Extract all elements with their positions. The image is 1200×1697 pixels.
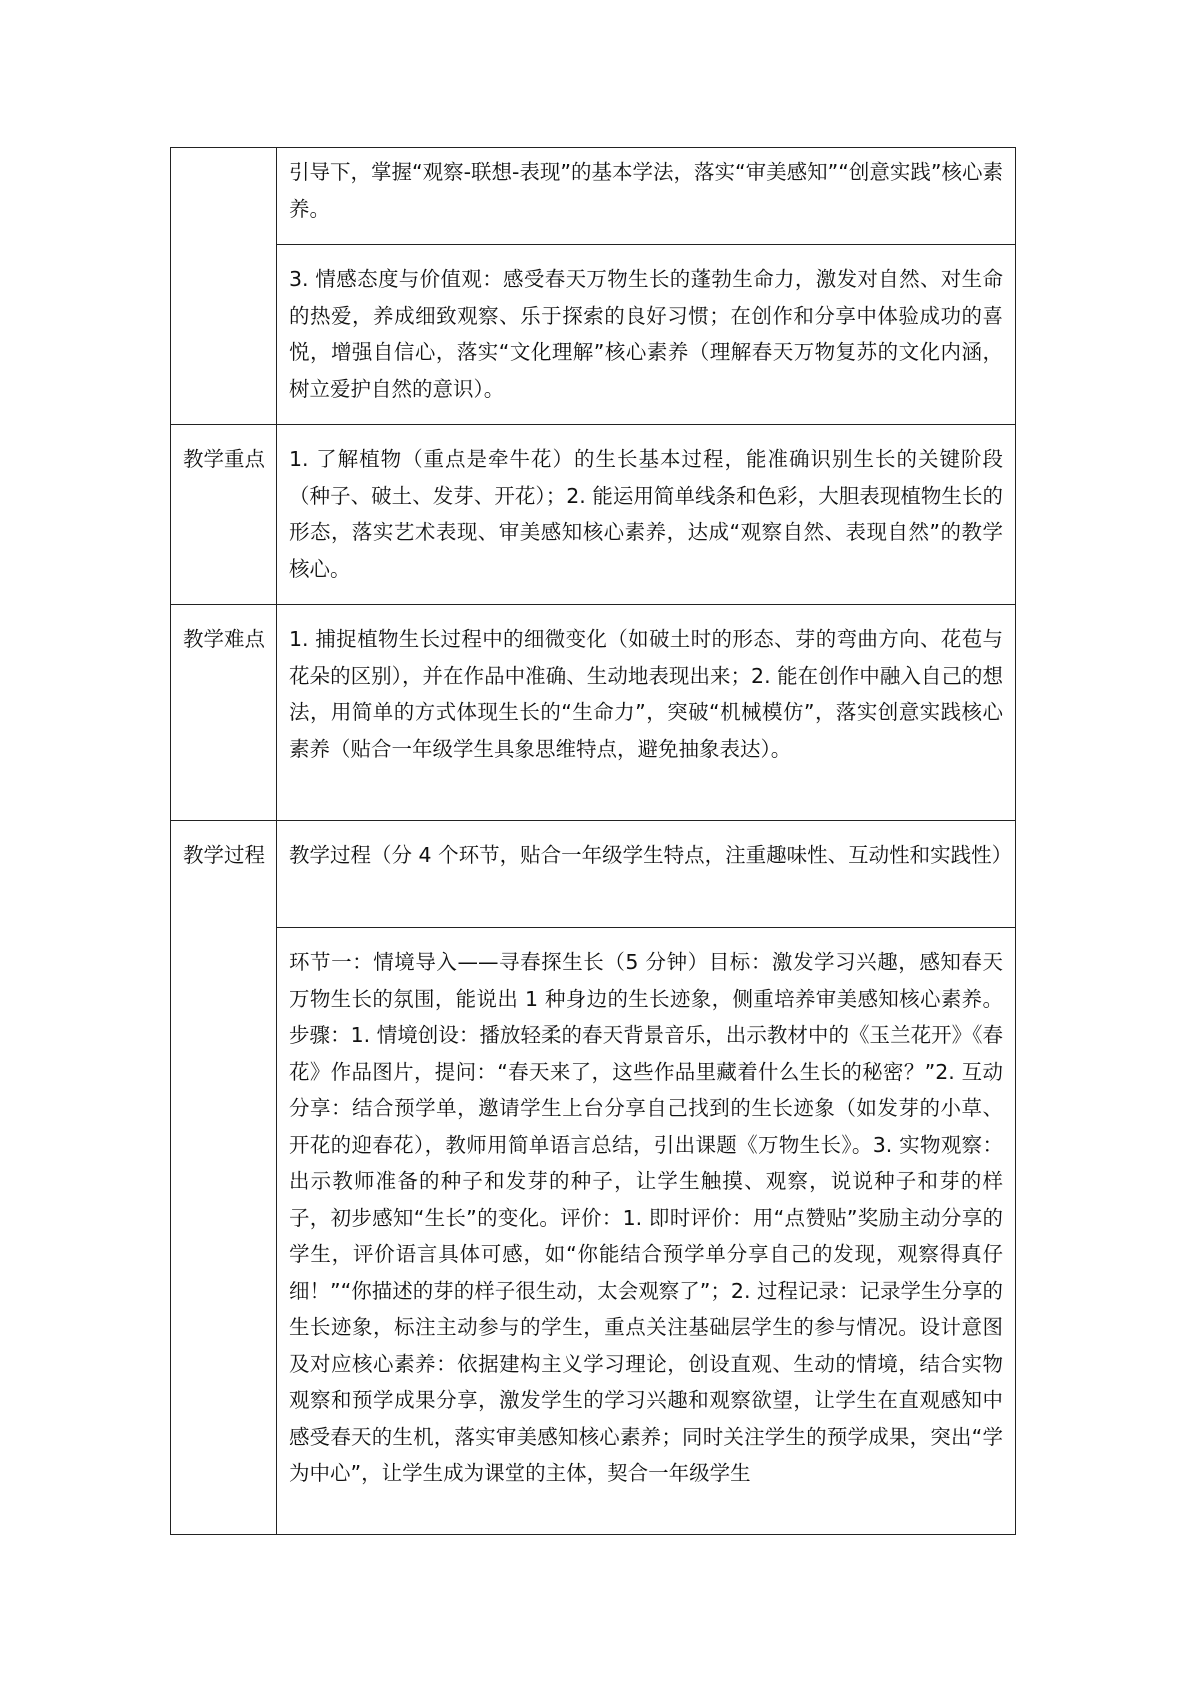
process-step-one-text: 环节一：情境导入——寻春探生长（5 分钟）目标：激发学习兴趣，感知春天万物生长的氛围，能说出 1 种身边的生长迹象，侧重培养审美感知核心素养。步骤：1. 情境创设：播放轻柔的春天背景音乐，出示教材中的《玉兰花开》《春花》作品图片，提问：“春天来了，这些作品里藏着什么生长的秘密？”2. 互动分享：结合预学单，邀请学生上台分享自己找到的生长迹象（如发芽的小草、开花的迎春花），教师用简单语言总结，引出课题《万物生长》。3. 实物观察：出示教师准备的种子和发芽的种子，让学生触摸、观察，说说种子和芽的样子，初步感知“生长”的变化。评价：1. 即时评价：用“点赞贴”奖励主动分享的学生，评价语言具体可感，如“你能结合预学单分享自己的发现，观察得真仔细！”“你描述的芽的样子很生动，太会观察了”；2. 过程记录：记录学生分享的生长迹象，标注主动参与的学生，重点关注基础层学生的参与情况。设计意图及对应核心素养：依据建构主义学习理论，创设直观、生动的情境，结合实物观察和预学成果分享，激发学生的学习兴趣和观察欲望，让学生在直观感知中感受春天的生机，落实审美感知核心素养；同时关注学生的预学成果，突出“学为中心”，让学生成为课堂的主体，契合一年级学生	[289, 950, 1003, 1485]
table-row	[171, 245, 1016, 425]
key-points-text: 1. 了解植物（重点是牵牛花）的生长基本过程，能准确识别生长的关键阶段（种子、破土、发芽、开花）；2. 能运用简单线条和色彩，大胆表现植物生长的形态，落实艺术表现、审美感知核心素养，达成“观察自然、表现自然”的教学核心。	[289, 447, 1003, 581]
row-label-cell	[171, 821, 277, 1535]
difficulties-text: 1. 捕捉植物生长过程中的细微变化（如破土时的形态、芽的弯曲方向、花苞与花朵的区别），并在作品中准确、生动地表现出来；2. 能在创作中融入自己的想法，用简单的方式体现生长的“生命力”，突破“机械模仿”，落实创意实践核心素养（贴合一年级学生具象思维特点，避免抽象表达）。	[289, 627, 1003, 761]
table-row	[171, 425, 1016, 605]
content-cell	[277, 605, 1016, 821]
row-label-cell	[171, 425, 277, 605]
content-cell	[277, 821, 1016, 928]
table-row	[171, 605, 1016, 821]
row-label-difficulties: 教学难点	[183, 627, 265, 651]
row-label-key-points: 教学重点	[183, 447, 265, 471]
table-row	[171, 928, 1016, 1535]
table-row	[171, 148, 1016, 245]
row-label-cell	[171, 148, 277, 425]
emotion-attitude-objective-text: 3. 情感态度与价值观：感受春天万物生长的蓬勃生命力，激发对自然、对生命的热爱，养成细致观察、乐于探索的良好习惯；在创作和分享中体验成功的喜悦，增强自信心，落实“文化理解”核心素养（理解春天万物复苏的文化内涵，树立爱护自然的意识）。	[289, 267, 1003, 401]
content-cell	[277, 928, 1016, 1535]
objective-continuation-text: 引导下，掌握“观察-联想-表现”的基本学法，落实“审美感知”“创意实践”核心素养。	[289, 160, 1004, 221]
row-label-cell	[171, 605, 277, 821]
content-cell	[277, 148, 1016, 245]
process-intro-text: 教学过程（分 4 个环节，贴合一年级学生特点，注重趣味性、互动性和实践性）	[289, 843, 1013, 867]
row-label-process: 教学过程	[183, 843, 265, 867]
lesson-plan-table	[170, 147, 1016, 1535]
table-row	[171, 821, 1016, 928]
content-cell	[277, 245, 1016, 425]
content-cell	[277, 425, 1016, 605]
